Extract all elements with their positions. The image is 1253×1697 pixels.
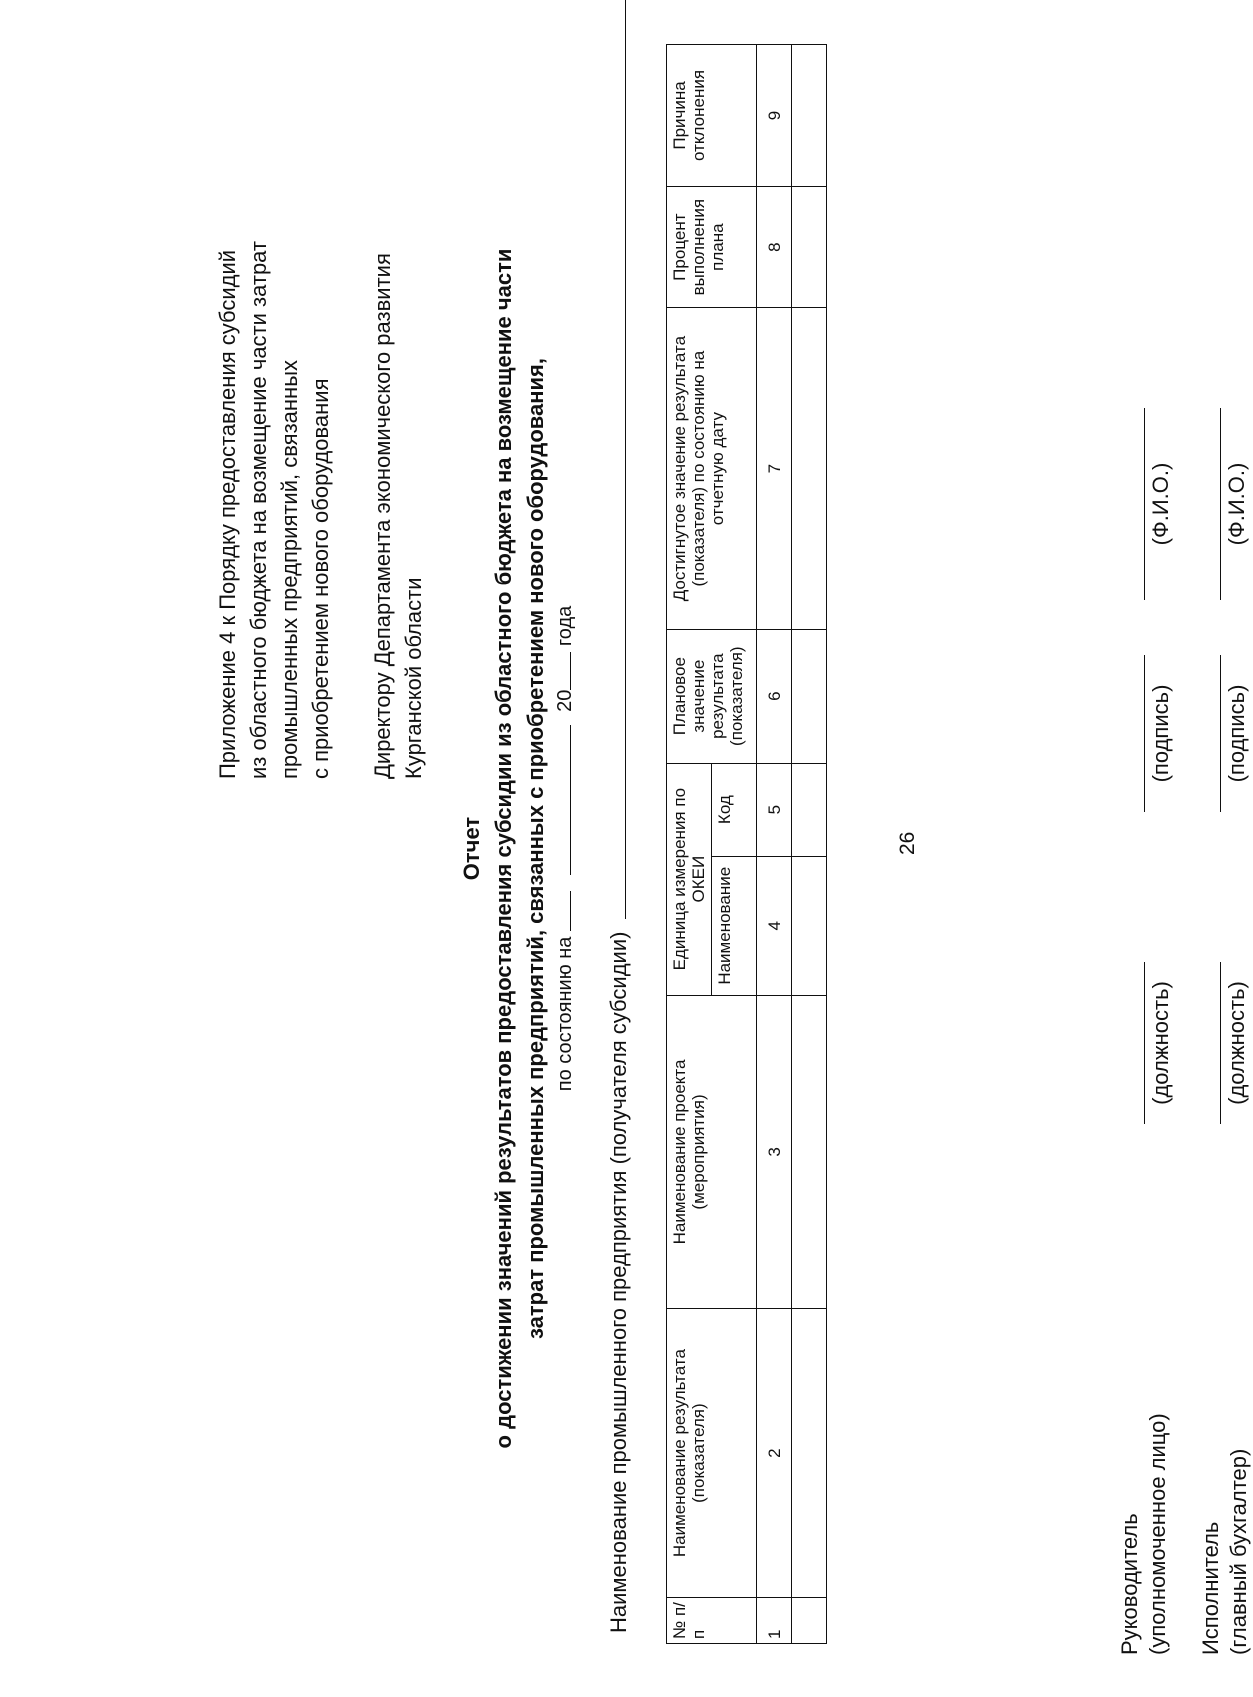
header-unit-code: Код [712, 763, 757, 856]
table-cell[interactable] [792, 763, 827, 856]
year-prefix: 20 [554, 689, 576, 712]
appendix-note [212, 241, 336, 779]
page-number: 26 [896, 831, 919, 855]
column-number: 1 [757, 1598, 792, 1644]
signatory-subtitle: (уполномоченное лицо) [1145, 1413, 1170, 1655]
signature-caption-2: (подпись) [1224, 684, 1249, 783]
table-cell[interactable] [792, 1598, 827, 1644]
table-cell[interactable] [792, 1309, 827, 1598]
appendix-line: Приложение 4 к Порядку предоставления субсидий [215, 249, 240, 779]
signatory-title: Руководитель [1117, 1513, 1142, 1655]
table-row [792, 45, 827, 1644]
position-signature-line-2[interactable] [1220, 962, 1221, 1124]
name-caption-2: (Ф.И.О.) [1224, 462, 1249, 546]
name-signature-line-1[interactable] [1144, 408, 1145, 600]
position-caption-2: (должность) [1224, 981, 1249, 1105]
signatory-2-label [1197, 1449, 1253, 1655]
column-number: 4 [757, 856, 792, 995]
header-planned: Плановое значение результата (показателя) [667, 629, 757, 763]
report-table [666, 44, 827, 1644]
column-number: 2 [757, 1309, 792, 1598]
header-project-name: Наименование проекта (мероприятия) [667, 995, 757, 1308]
name-signature-line-2[interactable] [1220, 408, 1221, 600]
table-cell[interactable] [792, 308, 827, 629]
month-blank[interactable] [570, 725, 571, 875]
header-result-name: Наименование результата (показателя) [667, 1309, 757, 1598]
report-date-line [554, 0, 577, 1697]
header-unit-name: Наименование [712, 856, 757, 995]
column-number: 5 [757, 763, 792, 856]
signatory-subtitle: (главный бухгалтер) [1226, 1448, 1251, 1655]
day-blank[interactable] [570, 891, 571, 931]
table-cell[interactable] [792, 186, 827, 308]
organization-name-blank[interactable] [625, 0, 626, 919]
position-signature-line-1[interactable] [1144, 962, 1145, 1124]
recipient-line: Директору Департамента экономического развития [370, 253, 395, 779]
header-unit-group: Единица измерения по ОКЕИ [667, 763, 712, 995]
appendix-line: из областного бюджета на возмещение части затрат [246, 240, 271, 779]
signature-caption-1: (подпись) [1148, 684, 1173, 783]
organization-name-row [606, 0, 632, 1633]
table-cell[interactable] [792, 995, 827, 1308]
header-reason: Причина отклонения [667, 45, 757, 187]
column-number: 8 [757, 186, 792, 308]
header-num: № п/п [667, 1598, 757, 1644]
report-title: Отчет [459, 816, 484, 881]
column-number: 9 [757, 45, 792, 187]
header-achieved: Достигнутое значение результата (показателя) по состоянию на отчетную дату [667, 308, 757, 629]
signature-line-1[interactable] [1144, 655, 1145, 812]
table-cell[interactable] [792, 856, 827, 995]
year-blank[interactable] [570, 652, 571, 690]
date-prefix: по состоянию на [554, 936, 576, 1092]
signatory-title: Исполнитель [1198, 1521, 1223, 1655]
appendix-line: с приобретением нового оборудования [308, 378, 333, 779]
position-caption-1: (должность) [1148, 981, 1173, 1105]
column-number: 3 [757, 995, 792, 1308]
report-subtitle-line-2: затрат промышленных предприятий, связанных с приобретением нового оборудования, [523, 358, 548, 1340]
table-cell[interactable] [792, 45, 827, 187]
date-suffix: года [554, 605, 576, 647]
header-percent: Процент выполнения плана [667, 186, 757, 308]
organization-label: Наименование промышленного предприятия (получателя субсидии) [606, 931, 631, 1633]
appendix-line: промышленных предприятий, связанных [277, 359, 302, 779]
column-number: 6 [757, 629, 792, 763]
signatory-1-label [1116, 1413, 1172, 1655]
column-number: 7 [757, 308, 792, 629]
signature-line-2[interactable] [1220, 655, 1221, 812]
table-cell[interactable] [792, 629, 827, 763]
recipient-block [367, 253, 429, 779]
recipient-line: Курганской области [401, 577, 426, 779]
name-caption-1: (Ф.И.О.) [1148, 462, 1173, 546]
report-subtitle-line-1: о достижении значений результатов предоставления субсидии из областного бюджета на возмещение части [491, 248, 516, 1449]
